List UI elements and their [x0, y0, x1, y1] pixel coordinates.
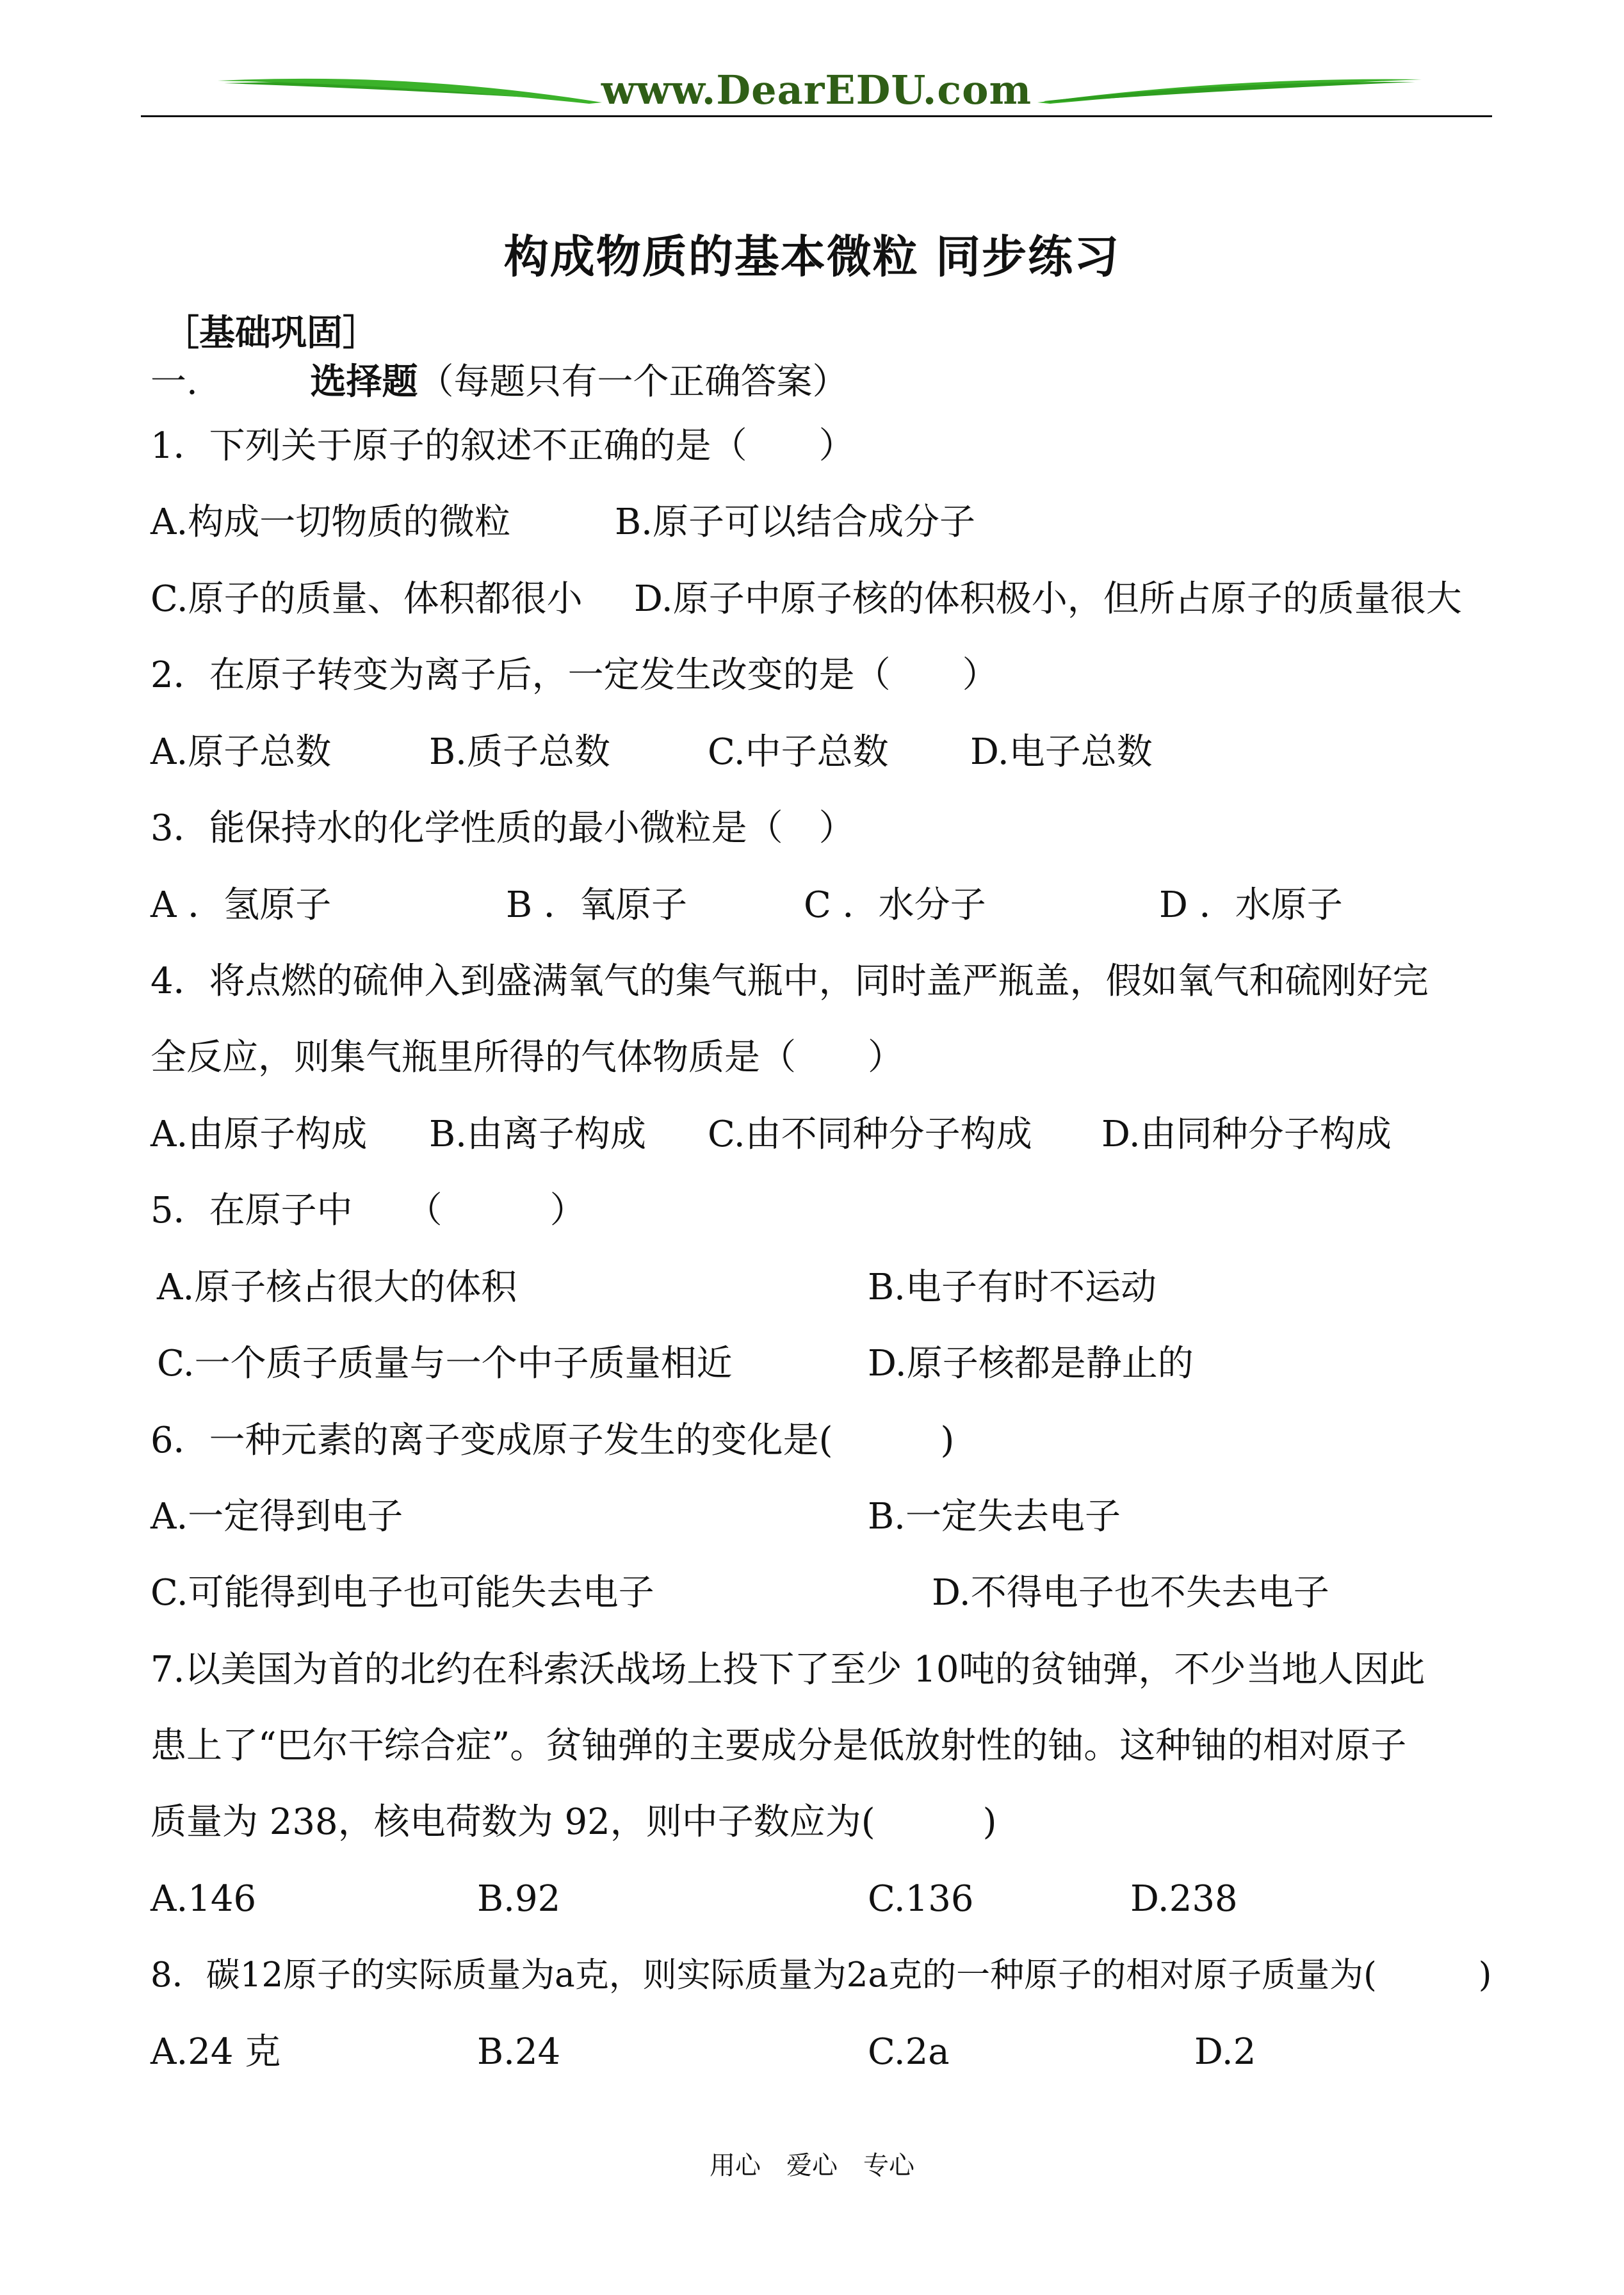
question-4-stem-line-1: 4．将点燃的硫伸入到盛满氧气的集气瓶中，同时盖严瓶盖，假如氧气和硫刚好完: [150, 961, 1429, 1002]
question-8-option-a: A.24 克: [150, 2031, 281, 2073]
question-4-stem-line-2: 全反应，则集气瓶里所得的气体物质是（ ）: [150, 1037, 904, 1078]
question-3-option-c: C ．水分子: [804, 884, 986, 926]
question-2-option-b: B.质子总数: [429, 731, 610, 773]
question-5-option-b: B.电子有时不运动: [868, 1267, 1157, 1308]
question-7-stem-line-2: 患上了“巴尔干综合症”。贫铀弹的主要成分是低放射性的铀。这种铀的相对原子: [150, 1725, 1407, 1767]
question-5-option-a: A.原子核占很大的体积: [157, 1267, 517, 1308]
question-8-option-c: C.2a: [868, 2031, 950, 2073]
question-1-option-b: B.原子可以结合成分子: [615, 501, 975, 543]
question-8-option-b: B.24: [477, 2031, 561, 2073]
question-2-stem: 2．在原子转变为离子后，一定发生改变的是（ ）: [150, 654, 998, 696]
question-6-option-d: D.不得电子也不失去电子: [932, 1572, 1329, 1614]
question-4-option-b: B.由离子构成: [429, 1114, 646, 1155]
section-number: 一.: [150, 361, 198, 403]
page-footer: 用心 爱心 专心: [710, 2151, 914, 2180]
question-7-option-a: A.146: [150, 1878, 257, 1920]
question-6-option-c: C.可能得到电子也可能失去电子: [150, 1572, 654, 1614]
question-4-option-d: D.由同种分子构成: [1101, 1114, 1392, 1155]
section-heading-label: 选择题: [310, 361, 418, 403]
question-3-stem: 3．能保持水的化学性质的最小微粒是（ ）: [150, 807, 855, 849]
site-header-banner: [141, 61, 1492, 120]
question-1-option-a: A.构成一切物质的微粒: [150, 501, 511, 543]
question-7-option-c: C.136: [868, 1878, 974, 1920]
page-title: 构成物质的基本微粒 同步练习: [503, 230, 1121, 283]
section-tag: ［基础巩固］: [163, 312, 378, 354]
question-7-option-d: D.238: [1130, 1878, 1238, 1920]
question-5-option-c: C.一个质子质量与一个中子质量相近: [157, 1343, 733, 1384]
question-6-stem: 6．一种元素的离子变成原子发生的变化是( ): [150, 1420, 955, 1461]
question-3-option-b: B ．氧原子: [506, 884, 687, 926]
question-1-option-c: C.原子的质量、体积都很小: [150, 578, 583, 620]
section-heading: [150, 356, 848, 408]
question-1-stem: 1．下列关于原子的叙述不正确的是（ ）: [150, 425, 855, 467]
question-4-option-a: A.由原子构成: [150, 1114, 368, 1155]
question-2-option-a: A.原子总数: [150, 731, 332, 773]
question-5-stem: 5．在原子中 （ ）: [150, 1190, 586, 1231]
question-8-stem: 8．碳12原子的实际质量为a克，则实际质量为2a克的一种原子的相对原子质量为( ): [150, 1956, 1492, 1995]
question-7-stem-line-3: 质量为 238，核电荷数为 92，则中子数应为( ): [150, 1801, 997, 1843]
question-4-option-c: C.由不同种分子构成: [708, 1114, 1032, 1155]
question-3-option-a: A ．氢原子: [150, 884, 332, 926]
question-7-option-b: B.92: [477, 1878, 561, 1920]
question-2-option-d: D.电子总数: [970, 731, 1153, 773]
question-8-option-d: D.2: [1194, 2031, 1256, 2073]
question-5-option-d: D.原子核都是静止的: [868, 1343, 1194, 1384]
question-7-stem-line-1: 7.以美国为首的北约在科索沃战场上投下了至少 10吨的贫铀弹，不少当地人因此: [150, 1649, 1425, 1691]
site-logo: www.DearEDU.com: [601, 67, 1032, 113]
question-1-option-d: D.原子中原子核的体积极小，但所占原子的质量很大: [634, 578, 1462, 620]
question-6-option-a: A.一定得到电子: [150, 1496, 403, 1537]
question-6-option-b: B.一定失去电子: [868, 1496, 1121, 1537]
question-3-option-d: D ．水原子: [1159, 884, 1343, 926]
question-2-option-c: C.中子总数: [708, 731, 889, 773]
section-heading-note: （每题只有一个正确答案）: [418, 361, 849, 403]
